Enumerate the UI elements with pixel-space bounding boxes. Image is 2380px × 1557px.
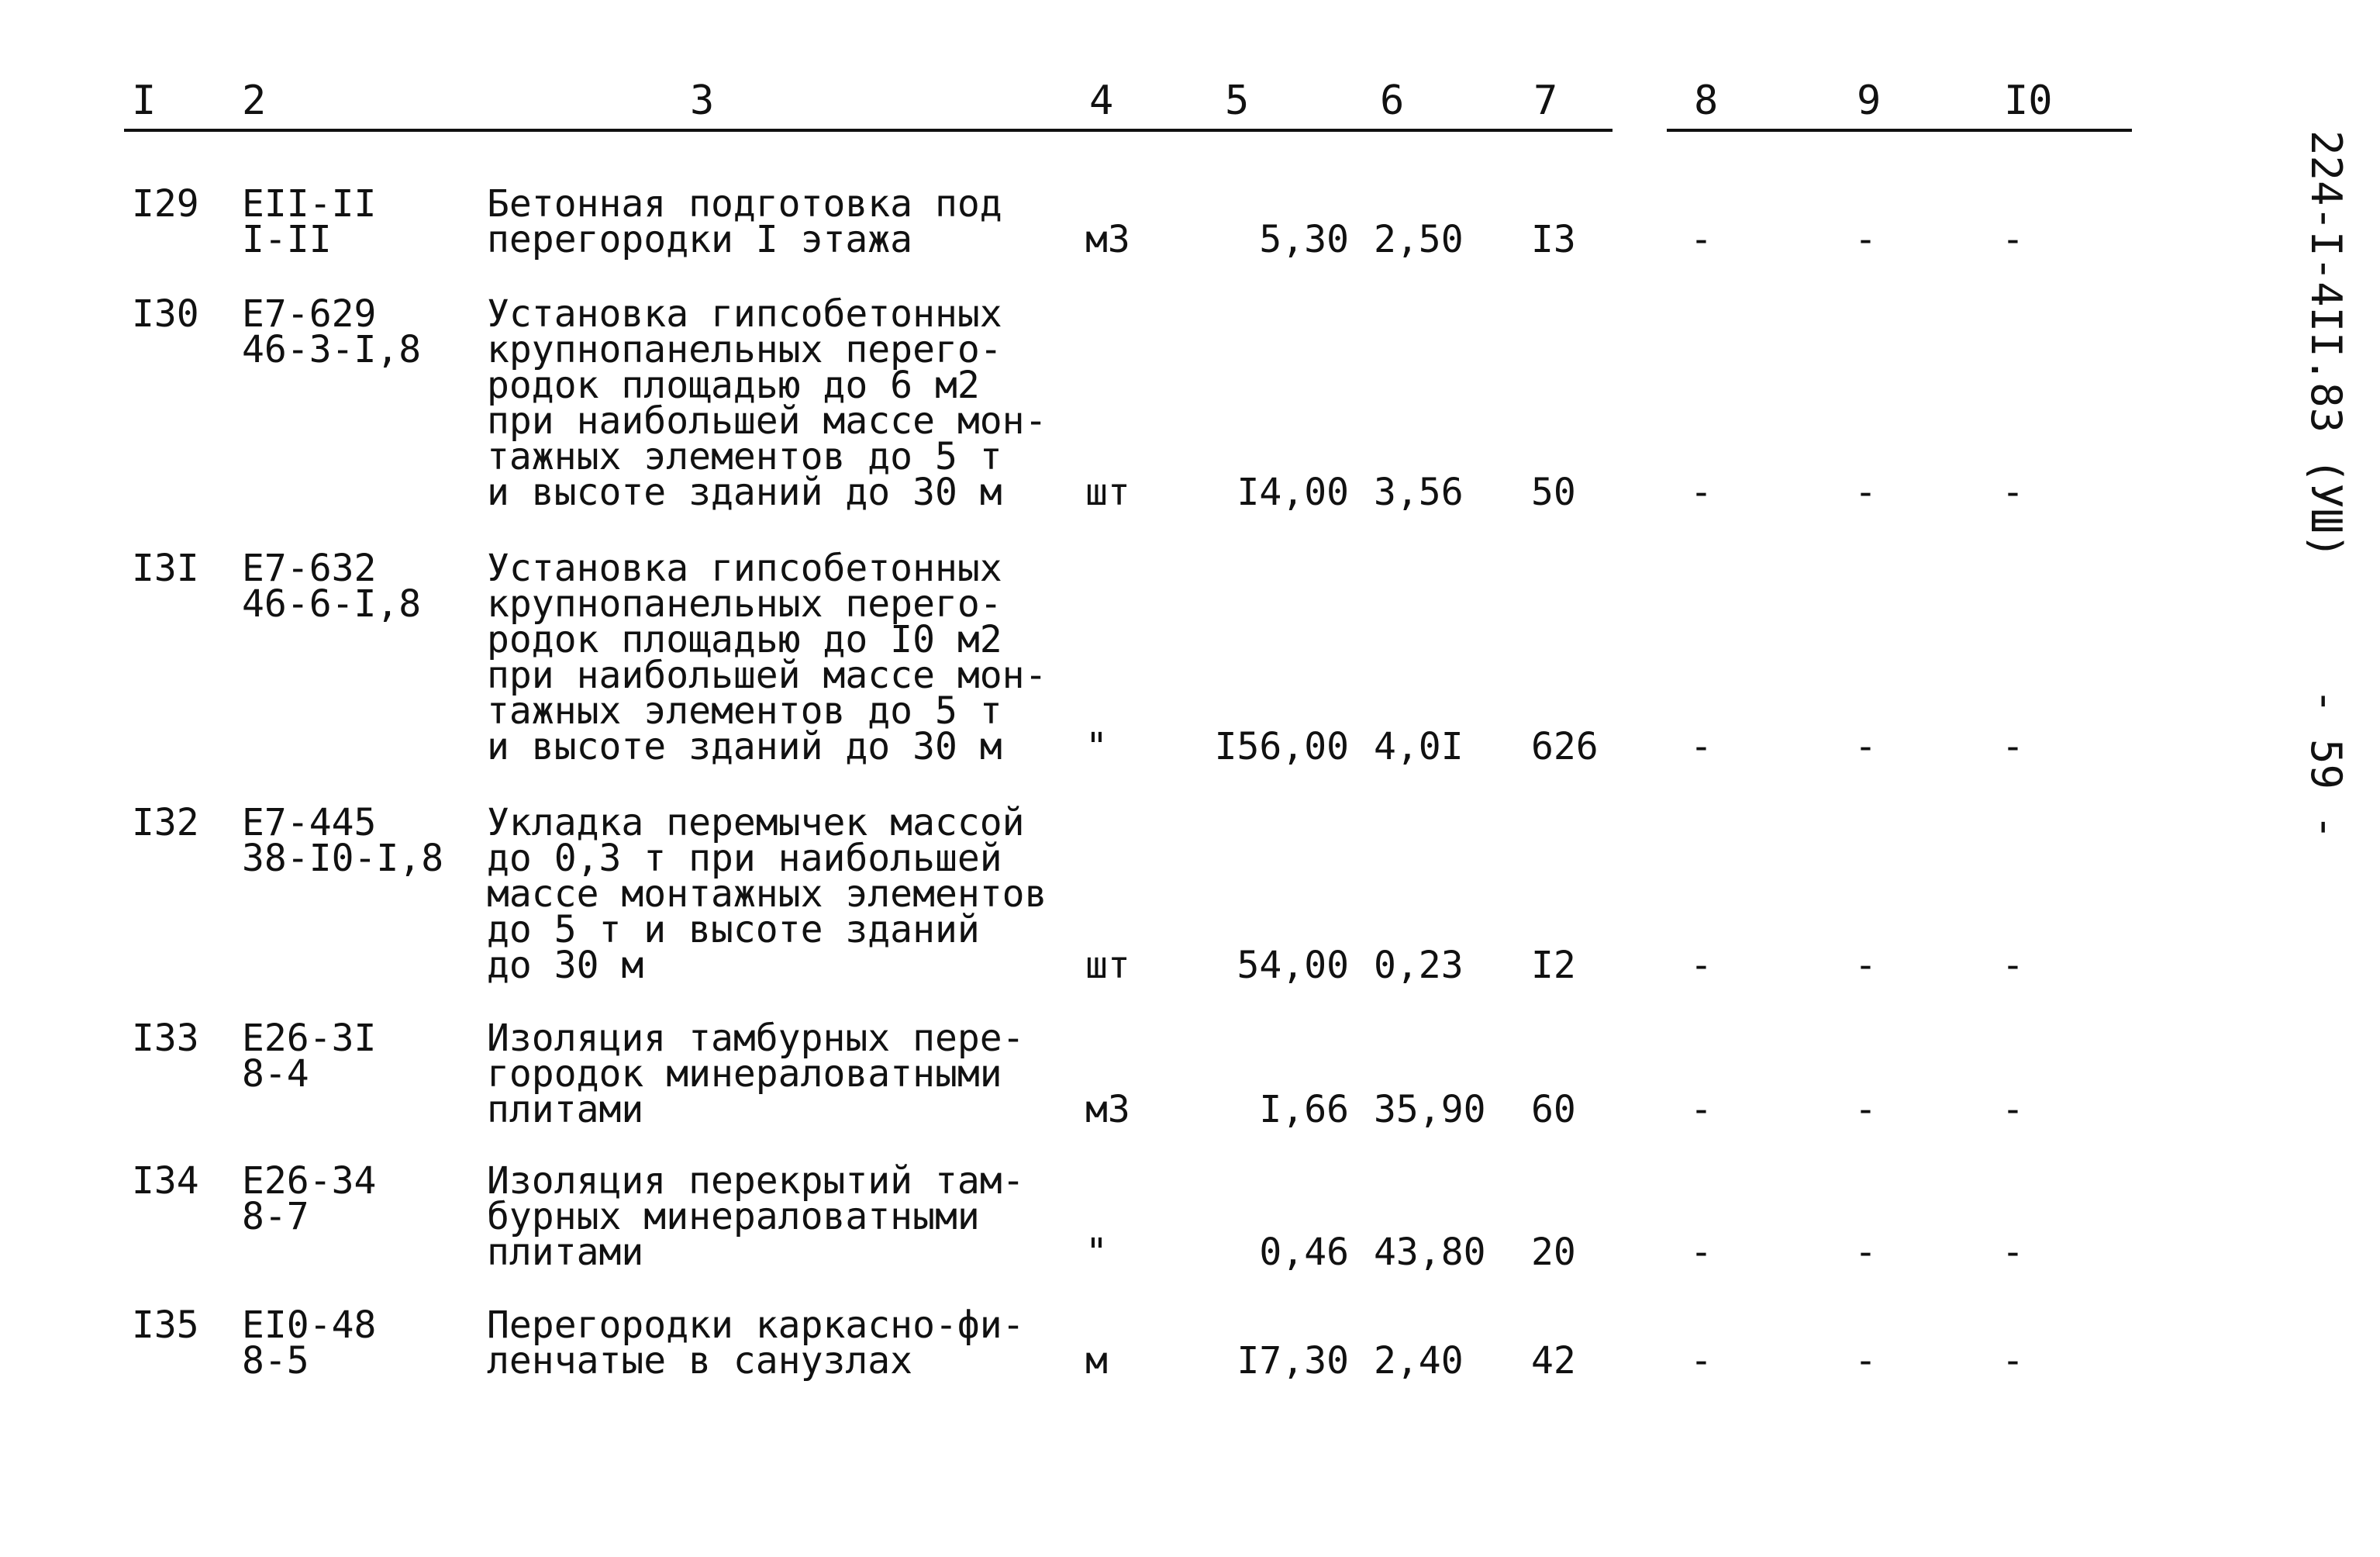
row-number: I32 (132, 801, 199, 844)
header-col-2: 2 (242, 78, 267, 124)
row-col-9: - (1854, 471, 1877, 514)
row-number: I29 (132, 182, 199, 226)
row-number: I34 (132, 1159, 199, 1203)
row-total: 60 (1531, 1088, 1576, 1131)
side-label (2295, 130, 2357, 890)
row-unit: м3 (1085, 218, 1130, 261)
row-code: EII-II I-II (242, 182, 377, 261)
row-code: E7-632 46-6-I,8 (242, 547, 422, 626)
row-total: 626 (1531, 725, 1599, 768)
page-number: - 59 - (2302, 689, 2351, 841)
row-col-8: - (1690, 218, 1713, 261)
row-price: 43,80 (1374, 1231, 1486, 1274)
row-unit: шт (1085, 471, 1130, 514)
row-number: I3I (132, 547, 199, 590)
row-code: E7-445 38-I0-I,8 (242, 801, 444, 880)
row-price: 4,0I (1374, 725, 1464, 768)
header-rule-left (124, 129, 1613, 132)
row-unit: " (1085, 725, 1108, 768)
row-unit: м3 (1085, 1088, 1130, 1131)
row-total: 50 (1531, 471, 1576, 514)
row-col-8: - (1690, 944, 1713, 987)
header-col-9: 9 (1857, 78, 1882, 124)
row-col-9: - (1854, 1339, 1877, 1383)
row-col-10: - (2002, 471, 2024, 514)
row-total: I3 (1531, 218, 1576, 261)
header-col-6: 6 (1380, 78, 1405, 124)
header-col-8: 8 (1694, 78, 1719, 124)
row-col-8: - (1690, 1088, 1713, 1131)
row-total: I2 (1531, 944, 1576, 987)
header-col-1: I (132, 78, 157, 124)
row-number: I33 (132, 1017, 199, 1060)
row-price: 0,23 (1374, 944, 1464, 987)
document-code: 224-I-4II.83 (УШ) (2302, 130, 2351, 559)
row-unit: шт (1085, 944, 1130, 987)
row-col-8: - (1690, 471, 1713, 514)
header-rule-right (1667, 129, 2132, 132)
row-col-8: - (1690, 725, 1713, 768)
row-col-9: - (1854, 218, 1877, 261)
row-quantity: 5,30 (1259, 218, 1349, 261)
row-col-10: - (2002, 1339, 2024, 1383)
row-unit: " (1085, 1231, 1108, 1274)
row-col-10: - (2002, 725, 2024, 768)
row-col-8: - (1690, 1339, 1713, 1383)
row-col-10: - (2002, 1088, 2024, 1131)
header-col-10: I0 (2004, 78, 2053, 124)
row-unit: м (1085, 1339, 1108, 1383)
row-description: Изоляция перекрытий там- бурных минераловатными плитами (487, 1159, 1025, 1274)
row-col-9: - (1854, 1088, 1877, 1131)
row-code: E7-629 46-3-I,8 (242, 292, 422, 371)
row-price: 2,40 (1374, 1339, 1464, 1383)
row-col-9: - (1854, 725, 1877, 768)
row-number: I30 (132, 292, 199, 336)
row-description: Укладка перемычек массой до 0,3 т при наибольшей массе монтажных элементов до 5 т и высоте зданий до 30 м (487, 801, 1047, 987)
row-quantity: I,66 (1259, 1088, 1349, 1131)
header-col-5: 5 (1225, 78, 1250, 124)
row-quantity: I56,00 (1214, 725, 1349, 768)
row-price: 2,50 (1374, 218, 1464, 261)
row-quantity: 0,46 (1259, 1231, 1349, 1274)
row-col-9: - (1854, 1231, 1877, 1274)
row-price: 3,56 (1374, 471, 1464, 514)
row-quantity: I7,30 (1237, 1339, 1349, 1383)
row-col-8: - (1690, 1231, 1713, 1274)
row-total: 42 (1531, 1339, 1576, 1383)
row-quantity: 54,00 (1237, 944, 1349, 987)
header-col-4: 4 (1089, 78, 1114, 124)
row-code: E26-34 8-7 (242, 1159, 377, 1238)
row-number: I35 (132, 1303, 199, 1347)
row-description: Бетонная подготовка под перегородки I этажа (487, 182, 1002, 261)
row-col-10: - (2002, 218, 2024, 261)
row-price: 35,90 (1374, 1088, 1486, 1131)
row-col-9: - (1854, 944, 1877, 987)
header-col-3: 3 (690, 78, 715, 124)
row-col-10: - (2002, 944, 2024, 987)
header-col-7: 7 (1533, 78, 1558, 124)
row-description: Изоляция тамбурных пере- городок минераловатными плитами (487, 1017, 1025, 1131)
row-code: E26-3I 8-4 (242, 1017, 377, 1096)
row-total: 20 (1531, 1231, 1576, 1274)
row-quantity: I4,00 (1237, 471, 1349, 514)
row-description: Установка гипсобетонных крупнопанельных перего- родок площадью до 6 м2 при наибольшей массе мон- тажных элементов до 5 т и высоте зданий до 30 м (487, 292, 1047, 514)
row-code: EI0-48 8-5 (242, 1303, 377, 1383)
row-description: Перегородки каркасно-фи- ленчатые в санузлах (487, 1303, 1025, 1383)
row-description: Установка гипсобетонных крупнопанельных перего- родок площадью до I0 м2 при наибольшей массе мон- тажных элементов до 5 т и высоте зданий до 30 м (487, 547, 1047, 768)
row-col-10: - (2002, 1231, 2024, 1274)
